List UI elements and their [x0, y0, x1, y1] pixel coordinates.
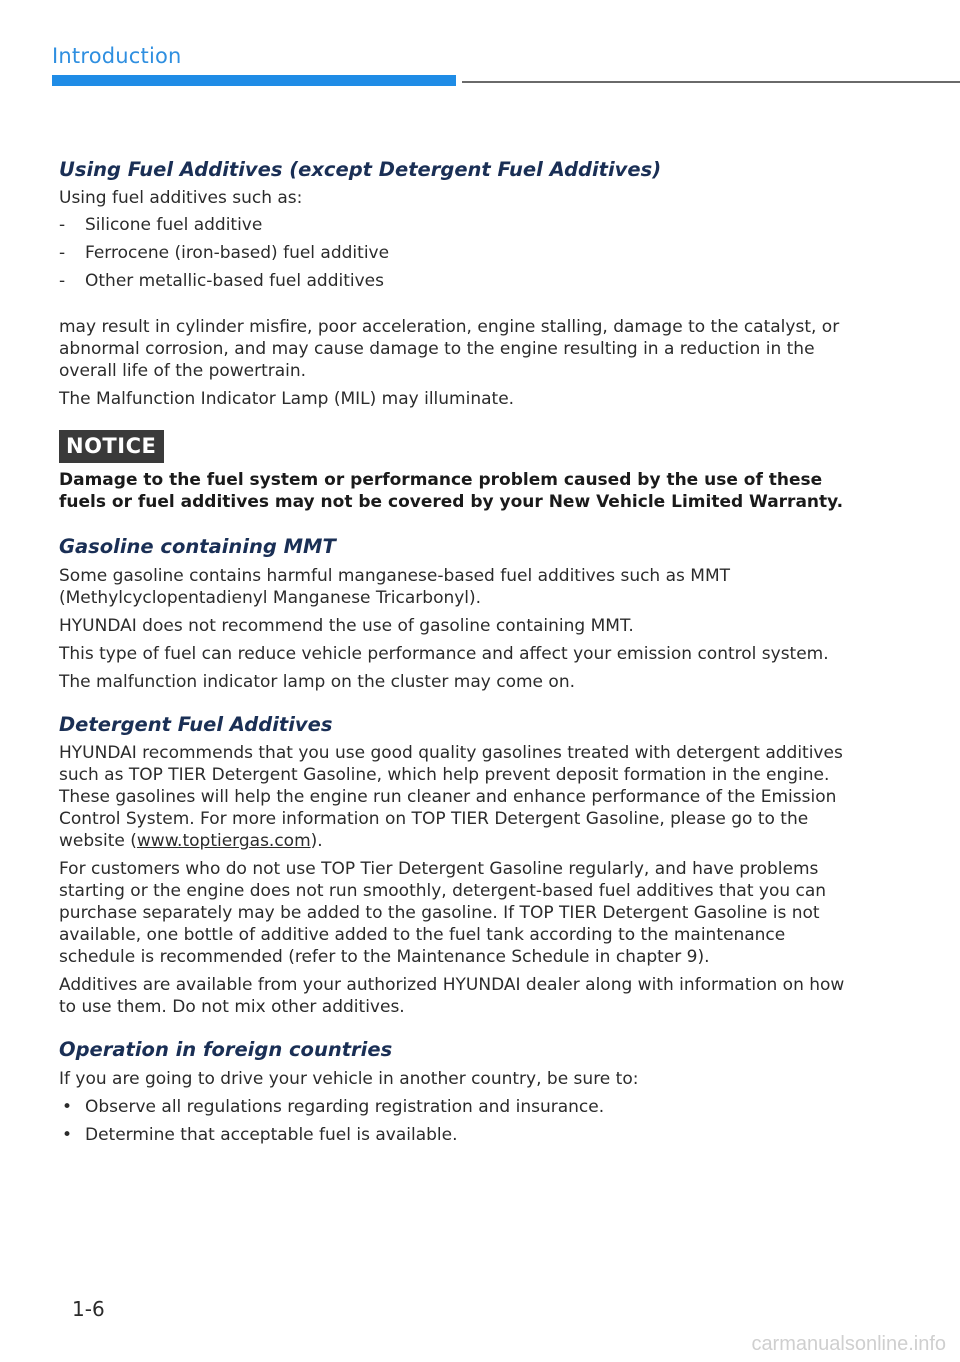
watermark: carmanualsonline.info: [751, 1333, 946, 1355]
foreign-intro: If you are going to drive your vehicle in another country, be sure to:: [59, 1068, 639, 1089]
list-item-text: Silicone fuel additive: [85, 215, 263, 236]
list-item: [59, 270, 859, 292]
list-item-text: Other metallic-based fuel additives: [85, 271, 384, 292]
page-content: [59, 158, 859, 1146]
detergent-text: HYUNDAI recommends that you use good quality gasolines treated with detergent additives such as TOP TIER Detergent Gasoline, which help prevent deposit formation in the engine. These gasolines will help the engine run cleaner and enhance performance of the Emission Control System. For more information on TOP TIER Detergent Gasoline, please go to the website (: [59, 743, 843, 852]
section-title: Introduction: [52, 44, 182, 68]
list-item: [59, 214, 859, 236]
fuel-additives-list: [59, 214, 859, 292]
detergent-paragraph: [59, 742, 859, 852]
notice-badge: NOTICE: [59, 430, 164, 463]
detergent-paragraph: Additives are available from your authorized HYUNDAI dealer along with information on how to use them. Do not mix other additives.: [59, 975, 845, 1018]
foreign-list: [59, 1096, 859, 1146]
mmt-paragraph: Some gasoline contains harmful manganese-based fuel additives such as MMT (Methylcyclopentadienyl Manganese Tricarbonyl).: [59, 565, 731, 608]
heading-fuel-additives: Using Fuel Additives (except Detergent Fuel Additives): [59, 158, 662, 181]
list-item: [59, 1124, 859, 1146]
heading-detergent: Detergent Fuel Additives: [59, 712, 333, 736]
fuel-additives-mil: The Malfunction Indicator Lamp (MIL) may illuminate.: [59, 389, 515, 410]
heading-foreign: Operation in foreign countries: [59, 1038, 393, 1062]
dash-marker: -: [59, 215, 66, 236]
page-number: 1-6: [72, 1297, 105, 1321]
detergent-text: ).: [310, 831, 323, 852]
notice-text: Damage to the fuel system or performance problem caused by the use of these fuels or fuel additives may not be covered by your New Vehicle Limited Warranty.: [59, 470, 844, 513]
list-item-text: Determine that acceptable fuel is available.: [85, 1124, 458, 1145]
list-item-text: Ferrocene (iron-based) fuel additive: [85, 243, 390, 264]
dash-marker: -: [59, 271, 66, 292]
list-item: [59, 1096, 859, 1118]
detergent-paragraph: For customers who do not use TOP Tier Detergent Gasoline regularly, and have problems starting or the engine does not run smoothly, detergent-based fuel additives that you can purchase separately may be added to the gasoline. If TOP TIER Detergent Gasoline is not available, one bottle of additive added to the fuel tank according to the maintenance schedule is recommended (refer to the Maintenance Schedule in chapter 9).: [59, 859, 827, 968]
mmt-paragraph: This type of fuel can reduce vehicle performance and affect your emission control system.: [59, 643, 829, 664]
list-item: [59, 242, 859, 264]
fuel-additives-consequence: may result in cylinder misfire, poor acceleration, engine stalling, damage to the catalyst, or abnormal corrosion, and may cause damage to the engine resulting in a reduction in the overall life of the powertrain.: [59, 317, 840, 382]
toptiergas-link[interactable]: www.toptiergas.com: [136, 831, 311, 852]
dash-marker: -: [59, 243, 66, 264]
header-accent-bar: [52, 75, 456, 86]
list-item-text: Observe all regulations regarding registration and insurance.: [85, 1096, 605, 1117]
bullet-marker: •: [62, 1124, 73, 1145]
mmt-paragraph: The malfunction indicator lamp on the cluster may come on.: [59, 671, 575, 692]
header-rule: [462, 81, 960, 83]
fuel-additives-intro: Using fuel additives such as:: [59, 188, 303, 209]
bullet-marker: •: [62, 1096, 73, 1117]
mmt-paragraph: HYUNDAI does not recommend the use of gasoline containing MMT.: [59, 615, 634, 636]
heading-mmt: Gasoline containing MMT: [59, 535, 336, 559]
notice-box: [59, 430, 859, 513]
